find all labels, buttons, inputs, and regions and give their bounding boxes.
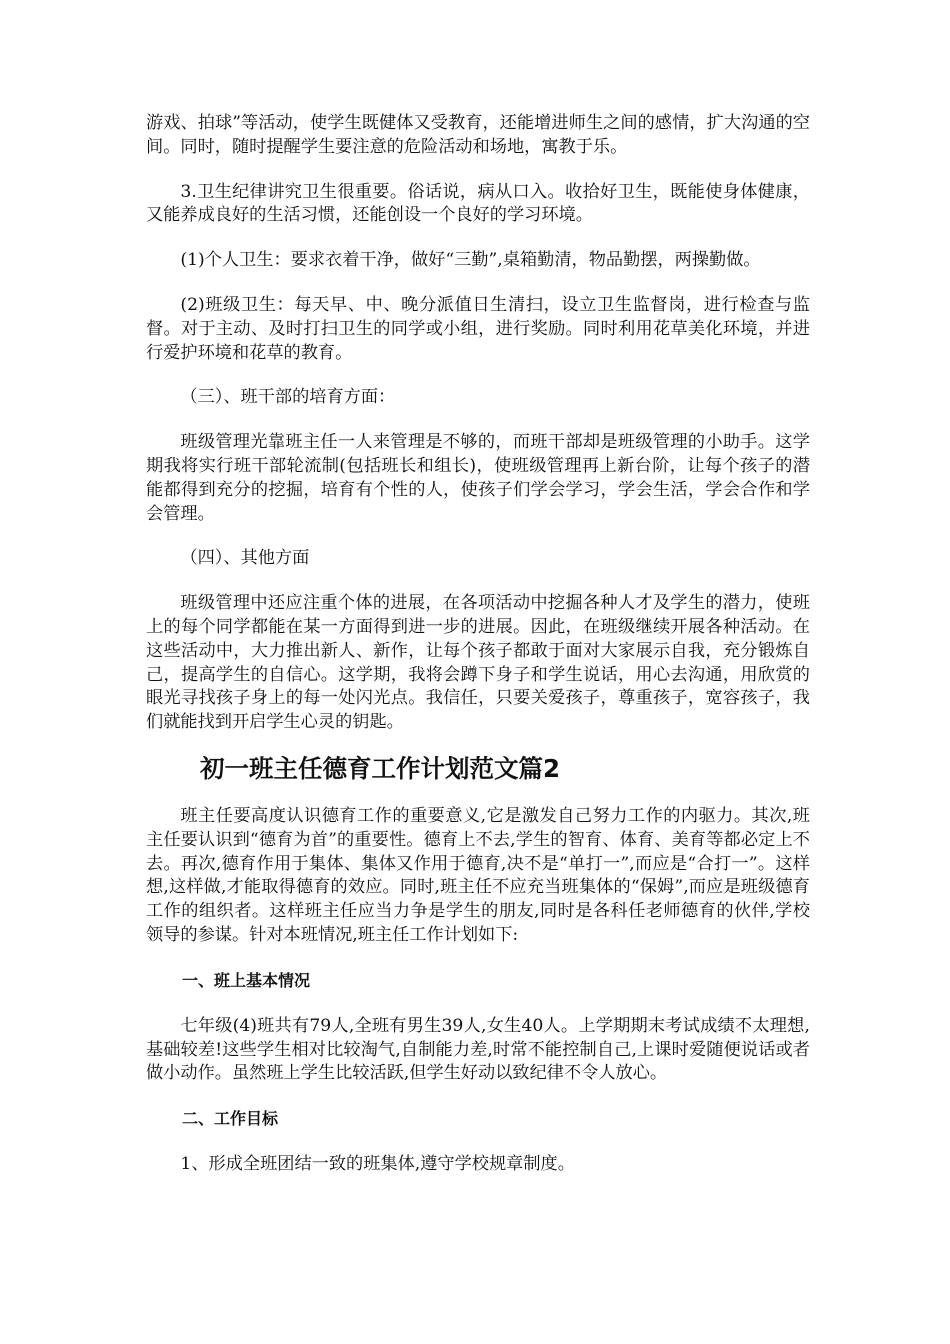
paragraph-personal-hygiene: (1)个人卫生：要求衣着干净，做好“三勤”,桌箱勤清，物品勤摆，两操勤做。 [180,250,761,271]
paragraph-continuation: 游戏、拍球”等活动，使学生既健体又受教育，还能增进师生之间的感情，扩大沟通的空间。同时，随时提醒学生要注意的危险活动和场地，寓教于乐。 [146,113,810,157]
paragraph-class-cadres: 班级管理光靠班主任一人来管理是不够的，而班干部却是班级管理的小助手。这学期我将实行班干部轮流制(包括班长和组长)，使班级管理再上新台阶，让每个孩子的潜能都得到充分的挖掘，培育有个性的人，使孩子们学会学习，学会生活，学会合作和学会管理。 [146,432,810,524]
document-page [146,112,810,1198]
subheading-other-aspects: （四）、其他方面 [180,548,310,569]
section-title: 初一班主任德育工作计划范文篇2 [200,753,561,783]
paragraph-class-hygiene: (2)班级卫生：每天早、中、晚分派值日生清扫，设立卫生监督岗，进行检查与监督。对于主动、及时打扫卫生的同学或小组，进行奖励。同时利用花草美化环境，并进行爱护环境和花草的教育。 [146,294,810,363]
subheading-class-cadres: （三）、班干部的培育方面： [180,387,396,408]
heading-work-goals: 二、工作目标 [182,1109,279,1129]
heading-basic-situation: 一、班上基本情况 [182,970,311,990]
paragraph-basic-situation: 七年级(4)班共有79人,全班有男生39人,女生40人。上学期期末考试成绩不太理想,基础较差!这些学生相对比较淘气,自制能力差,时常不能控制自己,上课时爱随便说话或者做小动作。虽然班上学生比较活跃,但学生好动以致纪律不令人放心。 [146,1015,810,1084]
paragraph-other-aspects: 班级管理中还应注重个体的进展，在各项活动中挖掘各种人才及学生的潜力，使班上的每个同学都能在某一方面得到进一步的进展。因此，在班级继续开展各种活动。在这些活动中，大力推出新人、新作，让每个孩子都敢于面对大家展示自我，充分锻炼自己，提高学生的自信心。这学期，我将会蹲下身子和学生说话，用心去沟通，用欣赏的眼光寻找孩子身上的每一处闪光点。我信任，只要关爱孩子，尊重孩子，宽容孩子，我们就能找到开启学生心灵的钥匙。 [146,593,810,733]
paragraph-work-goals: 1、形成全班团结一致的班集体,遵守学校规章制度。 [180,1154,575,1175]
paragraph-hygiene: 3.卫生纪律讲究卫生很重要。俗话说，病从口入。收拾好卫生，既能使身体健康，又能养成良好的生活习惯，还能创设一个良好的学习环境。 [146,181,810,226]
paragraph-intro: 班主任要高度认识德育工作的重要意义,它是激发自己努力工作的内驱力。其次,班主任要认识到“德育为首”的重要性。德育上不去,学生的智育、体育、美育等都必定上不去。再次,德育作用于集体、集体又作用于德育,决不是“单打一”,而应是“合打一”。这样想,这样做,才能取得德育的效应。同时,班主任不应充当班集体的“保姆”,而应是班级德育工作的组织者。这样班主任应当力争是学生的朋友,同时是各科任老师德育的伙伴,学校领导的参谋。针对本班情况,班主任工作计划如下: [146,805,810,945]
